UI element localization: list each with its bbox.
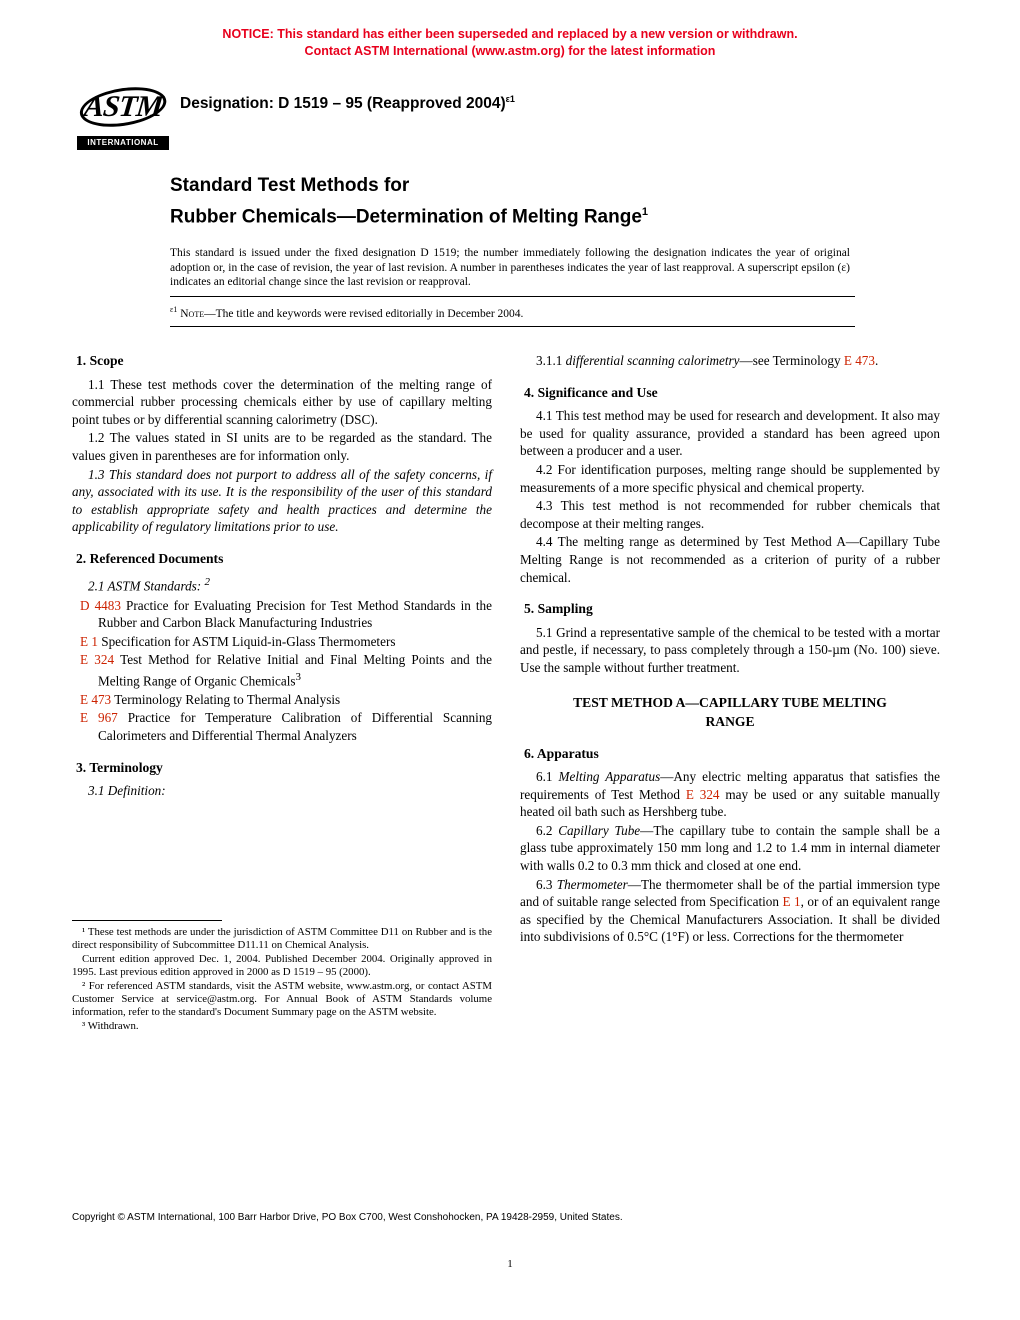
astm-logo	[75, 78, 170, 156]
paragraph-6-3	[520, 876, 940, 946]
section-heading-referenced-documents: 2. Referenced Documents	[76, 550, 224, 566]
editorial-note	[170, 302, 850, 322]
standard-ref-link[interactable]: E 324	[80, 652, 115, 668]
footnote-2: ² For referenced ASTM standards, visit the ASTM website, www.astm.org, or contact ASTM Customer Service at service@astm.org. For Annual Book of ASTM Standards volume information, refer to the standard's Document Summary page on the ASTM website.	[72, 979, 492, 1019]
standard-ref-link[interactable]: E 473	[843, 353, 875, 368]
standard-ref-link[interactable]: E 473	[80, 691, 112, 707]
section-heading-sampling: 5. Sampling	[524, 601, 593, 617]
title-line-2: Rubber Chemicals—Determination of Melting Range$^1$	[170, 206, 649, 228]
section-heading-significance-and-use: 4. Significance and Use	[524, 384, 658, 400]
standard-ref-link[interactable]: D 4483	[80, 597, 121, 613]
footnote-edition: Current edition approved Dec. 1, 2004. Published December 2004. Originally approved in 1995. Last previous edition approved in 2000 as D 1519 – 95 (2000).	[72, 952, 492, 979]
footnote-1: ¹ These test methods are under the jurisdiction of ASTM Committee D11 on Rubber and is the direct responsibility of Subcommittee D11.11 on Chemical Analysis.	[72, 926, 492, 952]
paragraph-text: —The capillary tube to contain the sample shall be a glass tube approximately 150 mm long and 1.2 to 1.4 mm in internal diameter with walls 0.2 to 0.3 mm thick and closed at one end.	[520, 822, 940, 874]
note-divider	[170, 326, 855, 327]
designation-superscript: ε1	[505, 94, 515, 104]
right-column	[520, 352, 940, 946]
list-item	[72, 651, 492, 690]
definition-text: —see Terminology	[739, 353, 844, 368]
referenced-standards-list	[72, 597, 492, 745]
editorial-note-text: —The title and keywords were revised editorially in December 2004.	[204, 307, 524, 320]
designation-text: Designation: D 1519 – 95 (Reapproved 2004)	[180, 95, 506, 113]
test-method-heading-line-1: TEST METHOD A—CAPILLARY TUBE MELTING	[573, 694, 887, 710]
paragraph-text-end: , or of an equivalent range as specified by the Chemical Manufacturers Association. It shall be divided into subdivisions of 0.5°C (1°F) or less. Corrections for the thermometer	[520, 894, 940, 945]
subhead-definition: 3.1 Definition:	[88, 783, 166, 799]
test-method-heading-line-2: RANGE	[705, 713, 755, 729]
definition-number: 3.1.1	[536, 353, 563, 368]
paragraph-text: —The thermometer shall be of the partial immersion type and of suitable range selected from Specification	[520, 876, 941, 910]
paragraph-4-2: 4.2 For identification purposes, melting range should be supplemented by measurements of a more specific physical and chemical property.	[520, 461, 940, 495]
preamble-divider	[170, 296, 855, 297]
list-item	[72, 709, 492, 744]
section-heading-scope: 1. Scope	[76, 353, 124, 368]
standard-title: Terminology Relating to Thermal Analysis	[114, 691, 341, 707]
paragraph-4-3: 4.3 This test method is not recommended for rubber chemicals that decompose at their melting ranges.	[520, 498, 940, 531]
paragraph-text: —Any electric melting apparatus that satisfies the requirements of Test Method	[520, 769, 941, 802]
section-heading-apparatus: 6. Apparatus	[524, 745, 599, 761]
paragraph-1-1: 1.1 These test methods cover the determination of the melting range of commercial rubber processing chemicals either by use of capillary melting point tubes or by differential scanning calorimetry (DSC).	[72, 376, 492, 427]
editorial-note-superscript: ε1	[170, 305, 178, 314]
list-item	[72, 633, 492, 651]
designation-line	[180, 94, 515, 113]
footnote-divider	[72, 920, 222, 921]
standard-ref-link[interactable]: E 324	[685, 786, 720, 802]
paragraph-number: 6.2	[536, 822, 553, 838]
definition-term: differential scanning calorimetry	[565, 353, 740, 368]
paragraph-1-2: 1.2 The values stated in SI units are to be regarded as the standard. The values given in parentheses are for information only.	[72, 430, 492, 463]
editorial-note-label: Note	[180, 307, 205, 320]
footnotes-block	[72, 920, 492, 1033]
subhead-footnote-marker: 2	[204, 575, 210, 588]
standard-footnote-marker: 3	[295, 670, 302, 683]
paragraph-4-1: 4.1 This test method may be used for research and development. It also may be used for quality assurance, provided a standard has been agreed upon between a producer and a user.	[520, 408, 940, 459]
paragraph-1-3: 1.3 This standard does not purport to address all of the safety concerns, if any, associated with its use. It is the responsibility of the user of this standard to establish appropriate safety and health practices and determine the applicability of regulatory limitations prior to use.	[72, 466, 492, 535]
paragraph-number: 6.1	[536, 769, 553, 785]
test-method-heading	[520, 693, 940, 731]
definition-text-end: .	[875, 353, 879, 368]
standard-ref-link[interactable]: E 1	[782, 894, 801, 910]
section-heading-terminology: 3. Terminology	[76, 759, 163, 775]
standard-title: Specification for ASTM Liquid-in-Glass Thermometers	[101, 633, 396, 649]
paragraph-3-1-1	[520, 352, 940, 370]
notice-line-2: Contact ASTM International (www.astm.org) for the latest information	[304, 44, 716, 58]
notice-banner	[0, 26, 1020, 60]
astm-logo-subtext: INTERNATIONAL	[77, 136, 169, 150]
page-number: 1	[507, 1258, 513, 1270]
left-column	[72, 352, 492, 802]
paragraph-term: Capillary Tube	[558, 822, 641, 838]
standard-ref-link[interactable]: E 1	[80, 633, 98, 649]
paragraph-term: Thermometer	[556, 876, 628, 892]
list-item	[72, 691, 492, 709]
paragraph-number: 6.3	[536, 876, 553, 892]
paragraph-5-1: 5.1 Grind a representative sample of the chemical to be tested with a mortar and pestle, if necessary, to pass completely through a 150-µm (No. 100) sieve. Use the sample without further treatment.	[520, 624, 940, 675]
copyright-line: Copyright © ASTM International, 100 Barr Harbor Drive, PO Box C700, West Conshohocken, PA 19428-2959, United States.	[72, 1212, 623, 1223]
page-title	[170, 172, 870, 230]
preamble-text: This standard is issued under the fixed designation D 1519; the number immediately following the designation indicates the year of original adoption or, in the case of revision, the year of last revision. A number in parentheses indicates the year of last reapproval. A superscript epsilon (ε) indicates an editorial change since the last revision or reapproval.	[170, 247, 850, 288]
subhead-astm-standards: 2.1 ASTM Standards: $^2$	[88, 575, 210, 593]
astm-logo-text: ASTM	[76, 80, 170, 136]
paragraph-6-2	[520, 822, 940, 875]
list-item	[72, 597, 492, 632]
standard-title: Practice for Evaluating Precision for Test Method Standards in the Rubber and Carbon Black Manufacturing Industries	[98, 597, 492, 631]
document-header	[75, 78, 945, 158]
paragraph-text-end: may be used or any suitable manually heated oil bath such as Hershberg tube.	[520, 786, 940, 820]
standard-title: Test Method for Relative Initial and Final Melting Points and the Melting Range of Organic Chemicals	[98, 652, 493, 689]
paragraph-4-4: 4.4 The melting range as determined by Test Method A—Capillary Tube Melting Range is not recommended as a criterion of purity of a rubber chemical.	[520, 534, 940, 585]
standard-ref-link[interactable]: E 967	[80, 710, 118, 726]
notice-line-1: NOTICE: This standard has either been superseded and replaced by a new version or withdrawn.	[222, 27, 798, 41]
paragraph-term: Melting Apparatus	[558, 769, 661, 785]
standard-title: Practice for Temperature Calibration of Differential Scanning Calorimeters and Differential Thermal Analyzers	[98, 710, 493, 744]
title-line-1: Standard Test Methods for	[170, 175, 410, 196]
paragraph-6-1	[520, 768, 940, 821]
footnote-3: ³ Withdrawn.	[82, 1019, 139, 1032]
